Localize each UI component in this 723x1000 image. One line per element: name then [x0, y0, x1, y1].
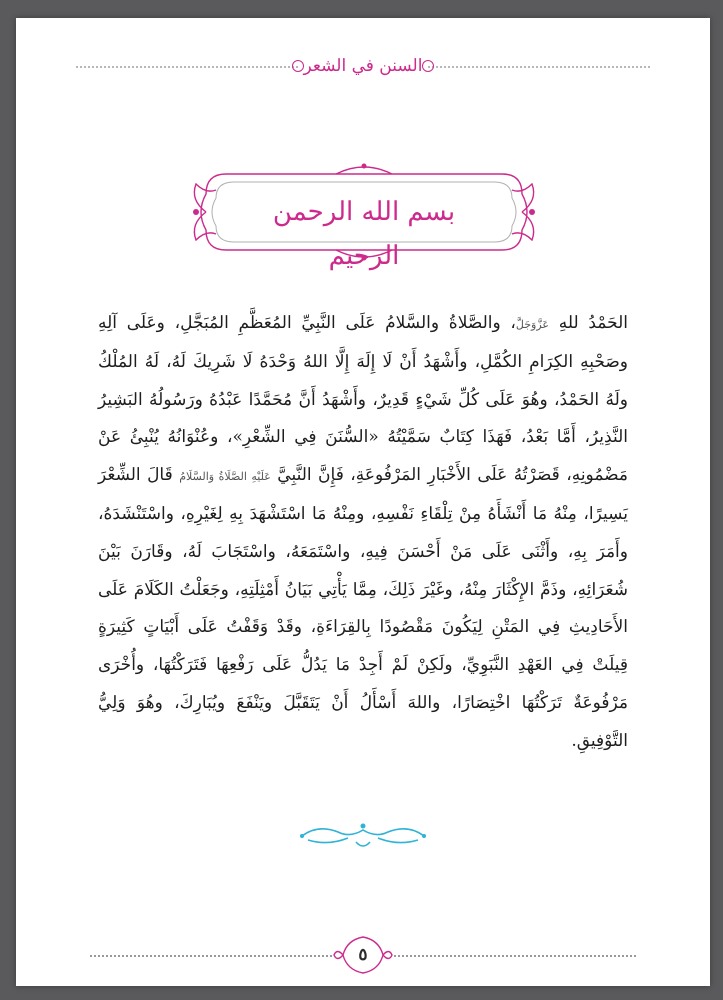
honorific-salutation: عَلَيْهِ الصَّلَاةُ وَالسَّلَامُ: [179, 470, 271, 484]
paragraph-opening: الحَمْدُ للهِ: [558, 313, 628, 333]
basmala-calligraphy: بسم الله الرحمن الرحيم: [272, 197, 456, 271]
blue-flourish-icon: [298, 816, 428, 852]
basmala-frame: [186, 160, 542, 271]
page-number: ٥: [358, 945, 368, 965]
page-number-badge: [333, 934, 393, 976]
honorific-glorified: عَزَّوَجَلَّ: [515, 318, 549, 331]
running-header-title: السنن في الشعر: [298, 52, 428, 80]
section-divider-ornament: [298, 816, 428, 852]
main-paragraph: [98, 305, 628, 761]
paragraph-segment-1: ، والصَّلاةُ والسَّلامُ عَلَى النَّبِيِّ المُعَظَّمِ المُبَجَّلِ، وعَلَى آلِهِ وصَحْبِهِ الكِرَامِ الكُمَّلِ، وأَشْهَدُ أَنْ لَا إِلَهَ إِلَّا اللهُ وَحْدَهُ لَا شَرِيكَ لَهُ، لَهُ المُلْكُ ولَهُ الحَمْدُ، وهُوَ عَلَى كُلِّ شَيْءٍ قَدِيرٌ، وأَشْهَدُ أَنَّ مُحَمَّدًا عَبْدُهُ ورَسُولُهُ البَشِيرُ النَّذِيرُ، أَمَّا بَعْدُ، فَهَذَا كِتَابٌ سَمَّيْتُهُ «السُّنَنَ فِي الشِّعْرِ»، وعُنْوَانُهُ يُنْبِئُ عَنْ مَضْمُونِهِ، قَصَرْتُهُ عَلَى الأَخْبَارِ المَرْفُوعَةِ، فَإِنَّ النَّبِيَّ: [98, 313, 629, 486]
paragraph-segment-2: قَالَ الشِّعْرَ يَسِيرًا، مِنْهُ مَا أَنْشَأَهُ مِنْ تِلْقَاءِ نَفْسِهِ، ومِنْهُ مَا اسْتَشْهَدَ بِهِ لِغَيْرِهِ، واسْتَنْشَدَهُ، وأَمَرَ بِهِ، وأَثْنَى عَلَى مَنْ أَحْسَنَ فِيهِ، واسْتَمَعَهُ، واسْتَجَابَ لَهُ، وقَارَنَ بَيْنَ شُعَرَائِهِ، وذَمَّ الإِكْثَارَ مِنْهُ، وغَيْرَ ذَلِكَ، مِمَّا يَأْتِي بَيَانُ أَمْثِلَتِهِ، وجَعَلْتُ الكَلَامَ عَلَى الأَحَادِيثِ فِي المَتْنِ لِيَكُونَ مَقْصُودًا بِالقِرَاءَةِ، وقَدْ وَقَفْتُ عَلَى أَبْيَاتٍ كَثِيرَةٍ قِيلَتْ فِي العَهْدِ النَّبَوِيِّ، ولَكِنْ لَمْ أَجِدْ مَا يَدُلُّ عَلَى رَفْعِهَا فَتَرَكْتُهَا، وأُخْرَى مَرْفُوعَةٌ تَرَكْتُهَا اخْتِصَارًا، واللهَ أَسْأَلُ أَنْ يَتَقَبَّلَ ويَنْفَعَ ويُبَارِكَ، وهُوَ وَلِيُّ التَّوْفِيقِ.: [98, 465, 628, 751]
book-page: [16, 18, 710, 986]
